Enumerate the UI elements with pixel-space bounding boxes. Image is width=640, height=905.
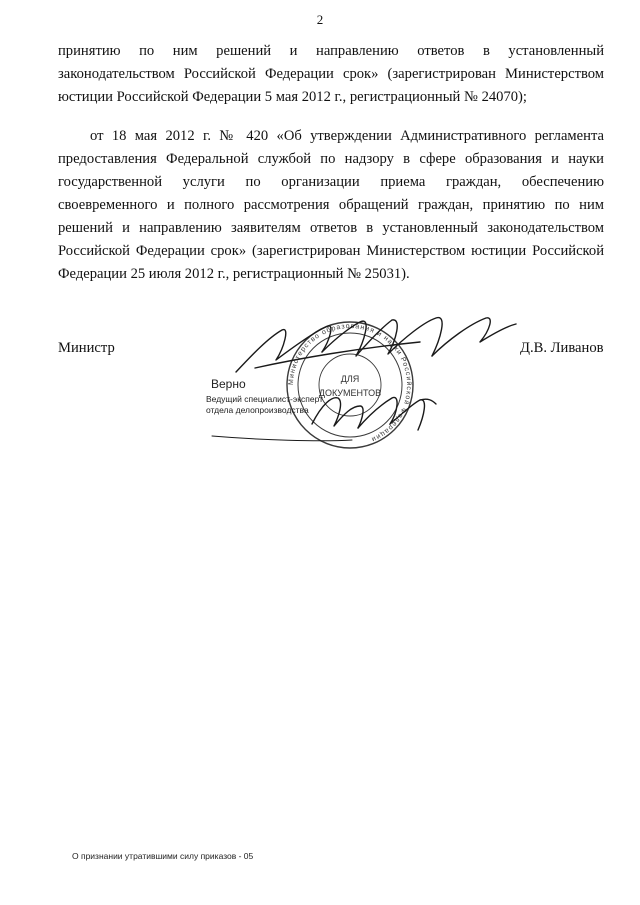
certified-word: Верно: [211, 377, 246, 391]
body-paragraph-1: принятию по ним решений и направлению ответов в установленный законодательством Российской Федерации срок» (зарегистрирован Министерством юстиции Российской Федерации 5 мая 2012 г., регистрационный № 24070);: [58, 43, 604, 105]
footer-note: О признании утратившими силу приказов - 05: [72, 851, 254, 861]
certifier-position-line2: отдела делопроизводства: [206, 405, 309, 415]
seal-center-text-1: ДЛЯ: [340, 374, 360, 384]
page-number: 2: [316, 12, 324, 27]
signatory-name: Д.В. Ливанов: [520, 340, 604, 356]
signatory-title: Министр: [58, 340, 115, 356]
svg-text:Министерство образования и нау: [288, 323, 413, 443]
seal-ring-text: Министерство образования и науки Российской Федерации: [287, 322, 413, 443]
body-paragraph-2: от 18 мая 2012 г. № 420 «Об утверждении Административного регламента предоставления Федеральной службой по надзору в сфере образования и науки государственной услуги по организации приема граждан, обеспечению своевременного и полного рассмотрения обращений граждан, принятию по ним решений и направлению заявителям ответов в установленный законодательством Российской Федерации срок» (зарегистрирован Министерством юстиции Российской Федерации 25 июля 2012 г., регистрационный № 25031).: [58, 128, 604, 282]
seal-center-text-2: ДОКУМЕНТОВ: [318, 388, 382, 398]
certifier-position-line1: Ведущий специалист-эксперт: [206, 394, 324, 404]
